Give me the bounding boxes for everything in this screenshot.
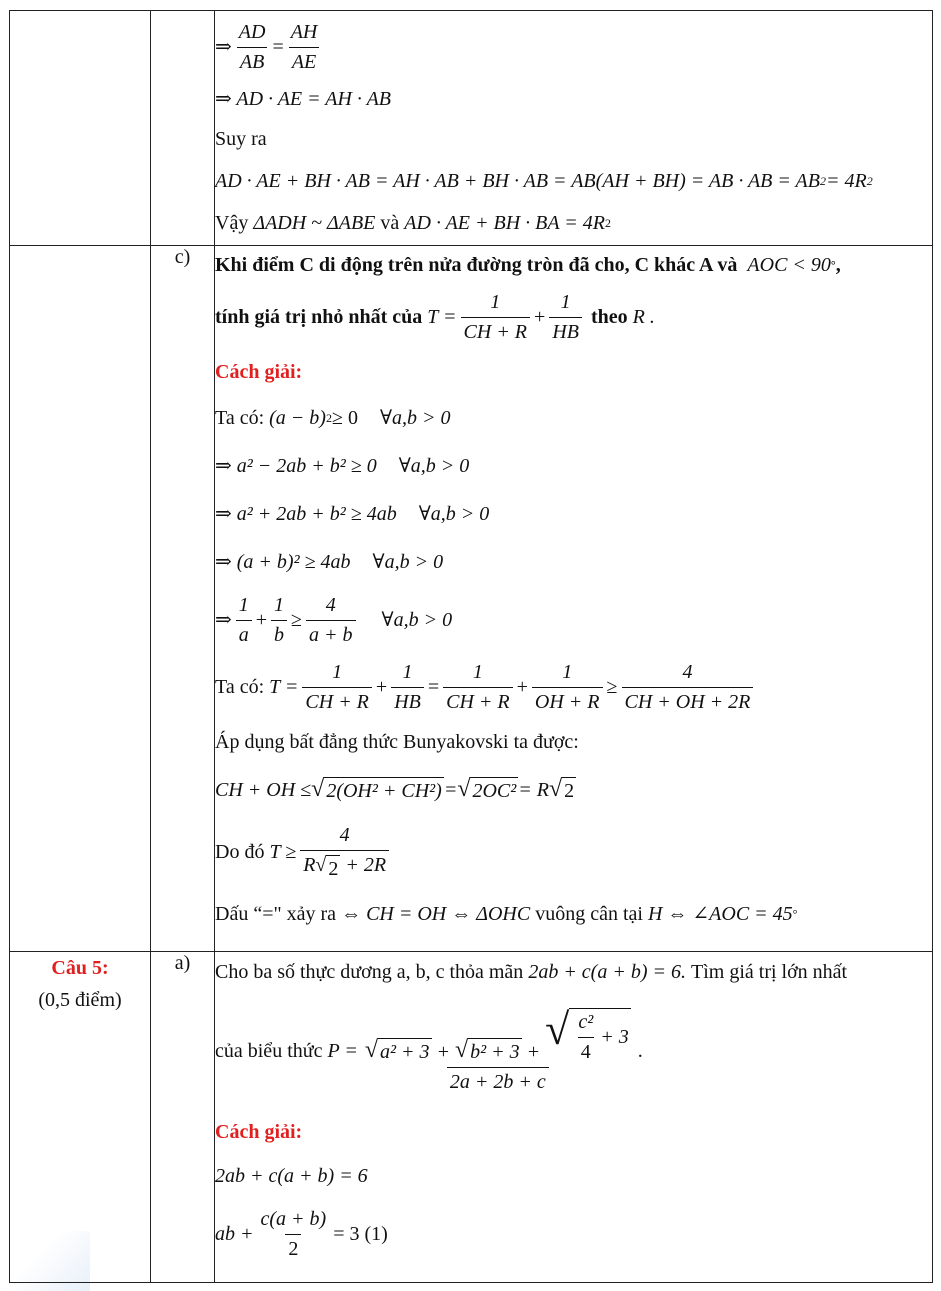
ratio-step: ⇒ $\frac{AD}{AB}$ = $\frac{AH}{AE}$ bbox=[215, 15, 932, 79]
suy-ra-text: Suy ra bbox=[215, 127, 267, 150]
cau5-problem-line-1: Cho ba số thực dương a, b, c thỏa mãn 2ab + c(a + b) = 6. Tìm giá trị lớn nhất bbox=[215, 960, 848, 983]
t-expression: Ta có: T = $\frac{1}{CH + R}$ + $\frac{1}{HB}$ = $\frac{1}{CH + R}$ + $\frac{1}{OH + R}$ ≥ $\frac{4}{CH + OH + 2R}$ bbox=[215, 654, 932, 720]
cau5-step-2: ab + $\frac{c(a + b)}{2}$ = 3 (1) bbox=[215, 1207, 388, 1260]
sqrt-1: √ 2(OH² + CH²) bbox=[311, 776, 442, 802]
solution-cell-c bbox=[215, 246, 933, 952]
inequality-2: ⇒ a² − 2ab + b² ≥ 0 ∀a,b > 0 bbox=[215, 454, 470, 477]
fraction-1-a: $\frac{1}{a}$ bbox=[236, 594, 252, 647]
table-row bbox=[10, 246, 933, 952]
sqrt-2: √ 2OC² bbox=[457, 776, 517, 802]
fraction-c-apb: $\frac{c(a + b)}{2}$ bbox=[260, 1207, 327, 1260]
product-step: ⇒ AD · AE = AH · AB bbox=[215, 87, 391, 110]
fraction-ah-ae: $\frac{AH}{AE}$ bbox=[290, 20, 318, 73]
fraction-ad-ab: $\frac{AD}{AB}$ bbox=[238, 20, 266, 73]
sum-step: AD · AE + BH · AB = AH · AB + BH · AB = AB(AH + BH) = AB · AB = AB 2 = 4R 2 bbox=[215, 169, 873, 192]
sqrt-3: √ 2 bbox=[548, 776, 575, 802]
question-cell-empty bbox=[10, 11, 151, 246]
problem-line-1: Khi điểm C di động trên nửa đường tròn đã cho, C khác A và AOC < 90 ° , bbox=[215, 253, 841, 276]
t-fraction-5: $\frac{4}{CH + OH + 2R}$ bbox=[622, 661, 754, 714]
part-label-c: c) bbox=[151, 246, 215, 952]
part-label-a: a) bbox=[151, 952, 215, 1283]
solution-table bbox=[9, 10, 933, 1283]
equality-condition: Dấu “=" xảy ra ⇔ CH = OH ⇔ ΔOHC vuông cân tại H ⇔ ∠AOC = 45 ° bbox=[215, 902, 798, 925]
fraction-p: √ a² + 3 + √ b² + 3 + √ $\frac{\text{c²}}{4}$ + 3 2a + 2b + c bbox=[364, 1005, 629, 1093]
fraction-4-apb: $\frac{4}{a + b}$ bbox=[306, 594, 356, 647]
inequality-5: ⇒ $\frac{1}{a}$ + $\frac{1}{b}$ ≥ $\frac{4}{a + b}$ ∀a,b > 0 bbox=[215, 593, 453, 646]
question-cell-cau5 bbox=[10, 952, 151, 1283]
fraction-1-b: $\frac{1}{b}$ bbox=[271, 594, 287, 647]
fraction-1-hb: $\frac{1}{HB}$ bbox=[549, 291, 582, 344]
conclusion-step: Vậy ΔADH ~ ΔABE và AD · AE + BH · BA = 4R 2 bbox=[215, 211, 611, 234]
fraction-bound: 4 R √ 2 + 2R bbox=[300, 824, 389, 881]
question-cell-empty bbox=[10, 246, 151, 952]
question-title: Câu 5: bbox=[51, 957, 109, 979]
t-fraction-4: $\frac{1}{OH + R}$ bbox=[532, 661, 603, 714]
t-fraction-1: $\frac{1}{CH + R}$ bbox=[302, 661, 372, 714]
cau5-problem-line-2: của biểu thức P = √ a² + 3 + √ b² + 3 + √ $\frac{\text{c²}}{4}$ + 3 2a + 2b + c . bbox=[215, 1005, 643, 1093]
question-points: (0,5 điểm) bbox=[38, 989, 122, 1011]
inequality-4: ⇒ (a + b)² ≥ 4ab ∀a,b > 0 bbox=[215, 550, 444, 573]
cau5-step-1: 2ab + c(a + b) = 6 bbox=[215, 1164, 368, 1187]
t-fraction-3: $\frac{1}{CH + R}$ bbox=[443, 661, 513, 714]
bunyakovski-text: Áp dụng bất đẳng thức Bunyakovski ta được: bbox=[215, 730, 579, 753]
fraction-1-chr: $\frac{1}{CH + R}$ bbox=[461, 291, 531, 344]
bunyakovski-inequality: CH + OH ≤ √ 2(OH² + CH²) = √ 2OC² = R √ 2 bbox=[215, 776, 575, 802]
therefore-line: Do đó T ≥ 4 R √ 2 + 2R bbox=[215, 816, 932, 888]
t-fraction-2: $\frac{1}{HB}$ bbox=[391, 661, 424, 714]
solution-heading: Cách giải: bbox=[215, 360, 303, 383]
inequality-1: Ta có: (a − b) 2 ≥ 0 ∀a,b > 0 bbox=[215, 406, 451, 429]
problem-line-2: tính giá trị nhỏ nhất của T = $\frac{1}{CH + R}$ + $\frac{1}{HB}$ theo R . bbox=[215, 290, 655, 343]
part-label-cell-empty bbox=[151, 11, 215, 246]
table-row bbox=[10, 952, 933, 1283]
table-row bbox=[10, 11, 933, 246]
cau5-solution-heading: Cách giải: bbox=[215, 1120, 303, 1143]
solution-cell-cau5 bbox=[215, 952, 933, 1283]
solution-cell-b bbox=[215, 11, 933, 246]
inequality-3: ⇒ a² + 2ab + b² ≥ 4ab ∀a,b > 0 bbox=[215, 502, 490, 525]
